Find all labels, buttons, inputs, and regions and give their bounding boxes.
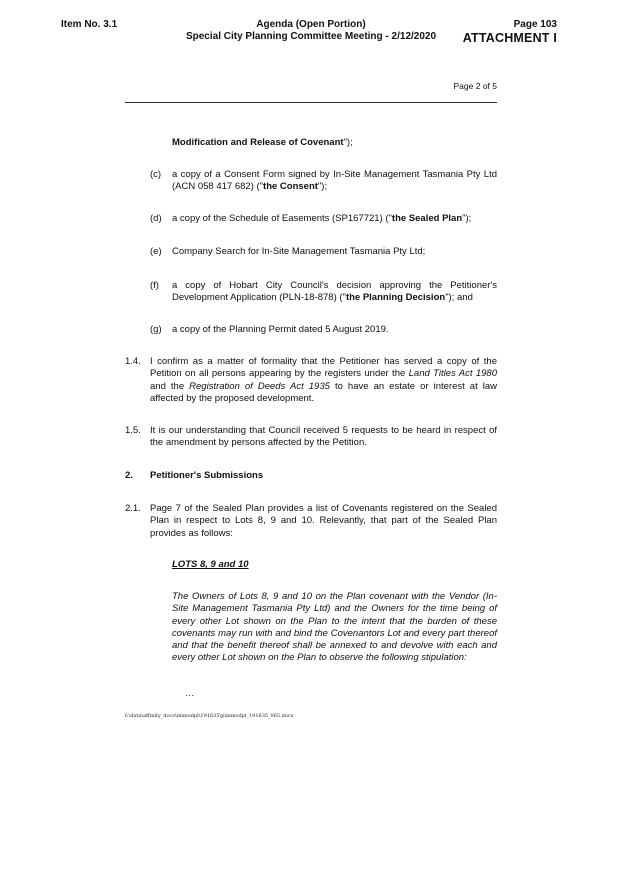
- paragraph-number: 1.5.: [125, 425, 141, 436]
- list-item-label: (e): [150, 246, 162, 257]
- section-number: 2.: [125, 470, 133, 481]
- paragraph-1-4: [150, 356, 497, 405]
- fragment-bold: Modification and Release of Covenant: [172, 137, 344, 148]
- quote-heading: LOTS 8, 9 and 10: [172, 559, 249, 570]
- paragraph-number: 1.4.: [125, 356, 141, 367]
- paragraph-text: and the: [150, 380, 190, 392]
- attachment-label: ATTACHMENT I: [462, 31, 557, 45]
- item-number: Item No. 3.1: [61, 19, 118, 30]
- list-item: [172, 169, 497, 194]
- covenant-quote: The Owners of Lots 8, 9 and 10 on the Plan covenant with the Vendor (In-Site Management Tasmania Pty Ltd) and the Owners for the time being of every other Lot shown on the Plan to the intent that the burden of these covenants may run with and bind the Covenantors Lot and every part thereof and that the benefit thereof shall be annexed to and devolve with each and every other Lot shown on the Plan to observe the following stipulation:: [172, 591, 497, 664]
- list-item-text: Company Search for In-Site Management Tasmania Pty Ltd;: [172, 246, 426, 257]
- paragraph-1-5: It is our understanding that Council received 5 requests to be heard in respect of the amendment by persons affected by the Petition.: [150, 425, 497, 449]
- list-item-text: a copy of the Schedule of Easements (SP167721) (": [172, 213, 392, 224]
- continued-fragment: [172, 137, 353, 149]
- act-title: Registration of Deeds Act 1935: [189, 380, 330, 392]
- section-heading: Petitioner's Submissions: [150, 470, 264, 481]
- list-item-text: "); and: [445, 292, 473, 304]
- paragraph-number: 2.1.: [125, 503, 141, 514]
- defined-term: the Consent: [263, 181, 318, 193]
- paragraph-text: to have an estate or interest at law affected by the proposed development.: [150, 380, 498, 404]
- list-item-text: ");: [317, 181, 328, 193]
- page-number: Page 103: [513, 19, 557, 30]
- agenda-heading: [150, 19, 472, 43]
- list-item-label: (d): [150, 213, 162, 224]
- list-item: [172, 213, 497, 225]
- ellipsis: …: [185, 688, 196, 699]
- paragraph-text: I confirm as a matter of formality that the Petitioner has served a copy of the Petition on all persons appearing by the registers under the: [150, 356, 497, 380]
- meeting-title: Special City Planning Committee Meeting - 2/12/2020: [185, 31, 437, 42]
- fragment-tail: ");: [343, 137, 353, 148]
- paragraph-2-1: Page 7 of the Sealed Plan provides a list of Covenants registered on the Sealed Plan in respect to Lots 8, 9 and 10. Relevantly, that part of the Sealed Plan provides as follows:: [150, 503, 497, 539]
- list-item: [172, 280, 497, 305]
- page-indicator: Page 2 of 5: [453, 81, 497, 91]
- defined-term: the Planning Decision: [345, 292, 446, 304]
- file-path-footer: f:\data\affinity_docs\immodpl\191635\pimmodpl_191635_065.docx: [125, 713, 294, 719]
- list-item-label: (g): [150, 324, 162, 335]
- list-item-text: a copy of the Planning Permit dated 5 August 2019.: [172, 324, 389, 335]
- list-item-text: a copy of a Consent Form signed by In-Site Management Tasmania Pty Ltd (ACN 058 417 682) (": [172, 169, 497, 193]
- act-title: Land Titles Act 1980: [408, 368, 497, 380]
- list-item-text: ");: [462, 213, 472, 224]
- list-item-text: a copy of Hobart City Council's decision approving the Petitioner's Development Application (PLN-18-878) (": [172, 280, 497, 304]
- defined-term: the Sealed Plan: [391, 213, 463, 224]
- list-item-label: (c): [150, 169, 162, 180]
- list-item-label: (f): [150, 280, 159, 291]
- header-divider: [125, 102, 497, 103]
- agenda-title: Agenda (Open Portion): [256, 19, 366, 30]
